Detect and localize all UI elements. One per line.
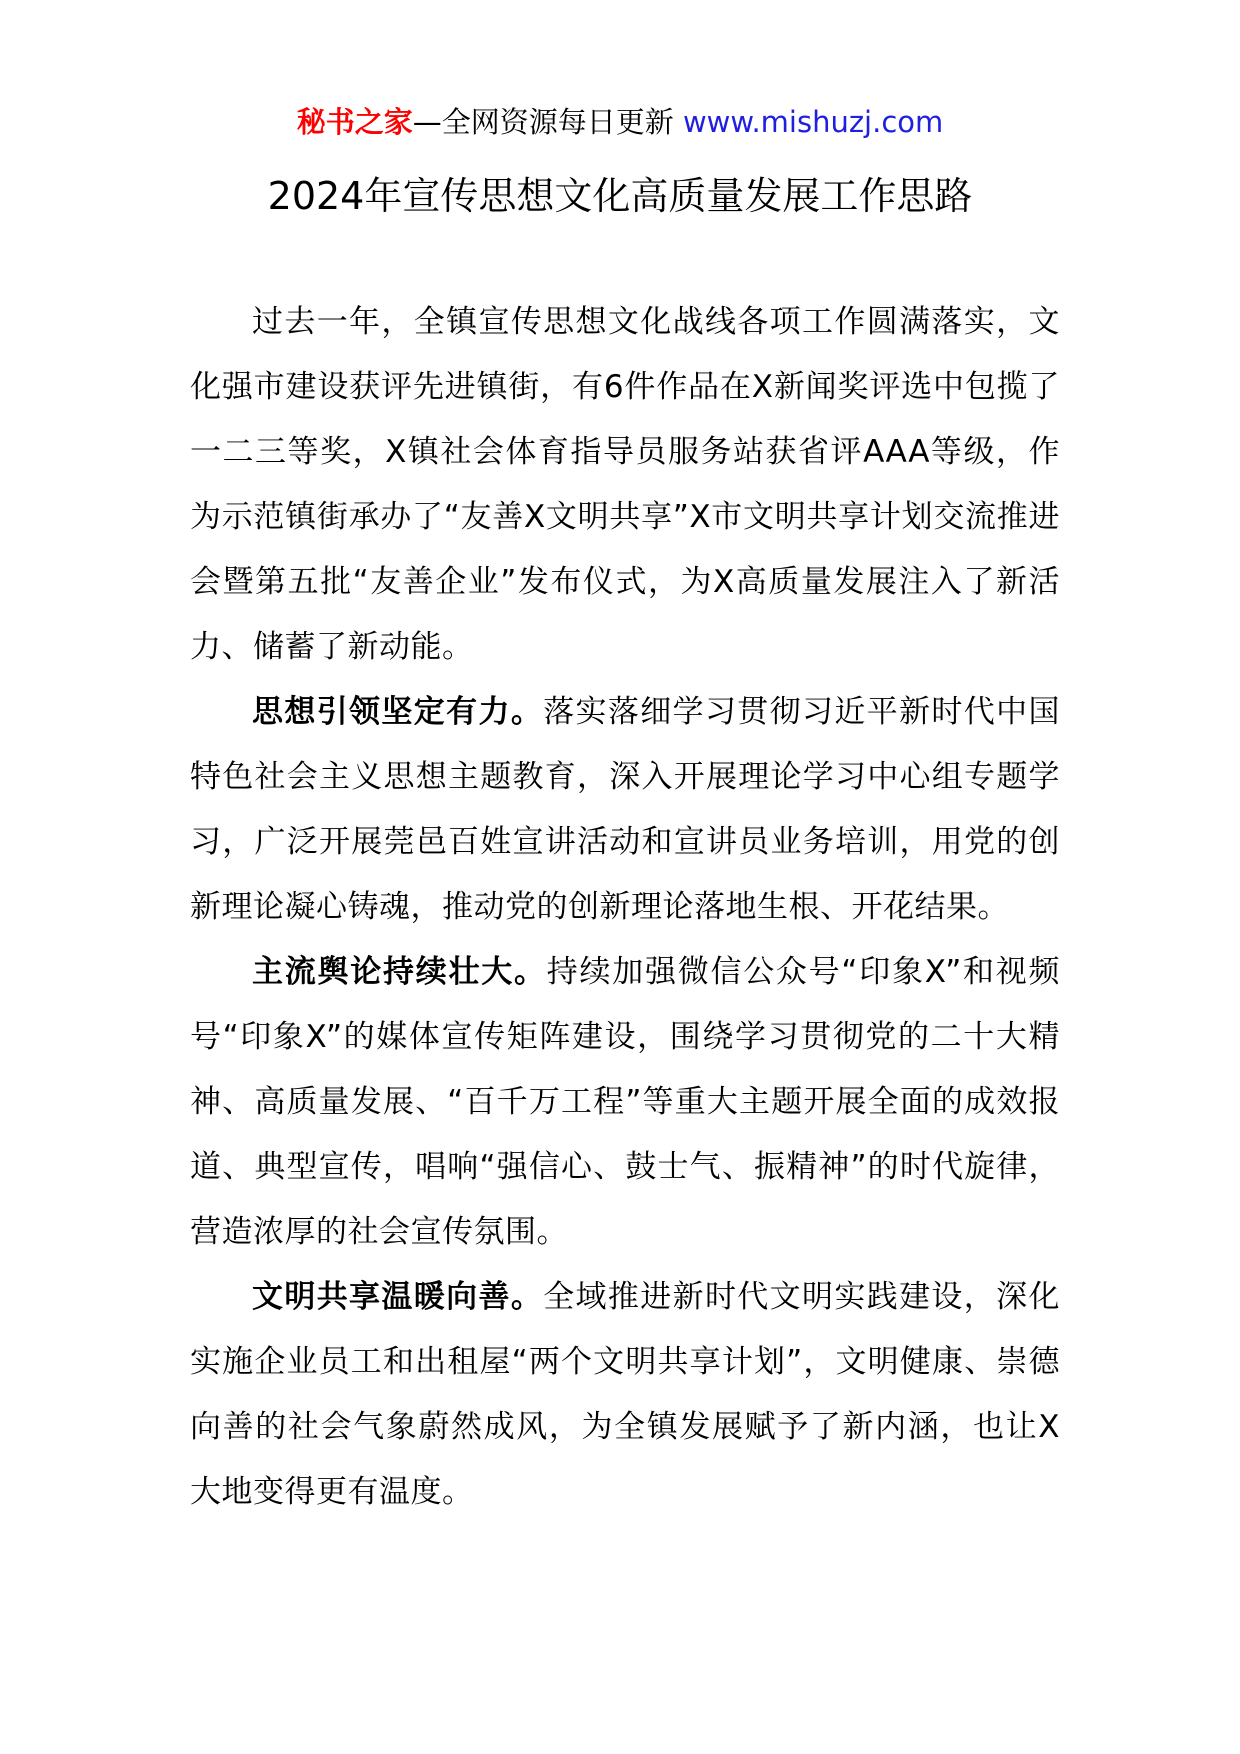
section-heading: 文明共享温暖向善。	[252, 1279, 544, 1315]
document-title: 2024年宣传思想文化高质量发展工作思路	[267, 174, 973, 218]
intro-paragraph: 过去一年，全镇宣传思想文化战线各项工作圆满落实，文化强市建设获评先进镇街，有6件作品在X新闻奖评选中包揽了一二三等奖，X镇社会体育指导员服务站获省评AAA等级，作为示范镇街承办了“友善X文明共享”X市文明共享计划交流推进会暨第五批“友善企业”发布仪式，为X高质量发展注入了新活力、储蓄了新动能。	[190, 304, 1060, 665]
section-text: 全域推进新时代文明实践建设，深化实施企业员工和出租屋“两个文明共享计划”，文明健康、崇德向善的社会气象蔚然成风，为全镇发展赋予了新内涵，也让X大地变得更有温度。	[190, 1279, 1060, 1510]
section-paragraph-ideology	[190, 680, 1060, 940]
document-body	[190, 290, 1060, 1525]
site-url-link[interactable]: www.mishuzj.com	[682, 105, 944, 139]
header-tagline: —全网资源每日更新	[412, 105, 674, 139]
section-heading: 思想引领坚定有力。	[252, 694, 544, 730]
site-header	[0, 102, 1240, 142]
section-paragraph-public-opinion	[190, 940, 1060, 1265]
section-heading: 主流舆论持续壮大。	[252, 954, 547, 990]
section-text: 落实落细学习贯彻习近平新时代中国特色社会主义思想主题教育，深入开展理论学习中心组专题学习，广泛开展莞邑百姓宣讲活动和宣讲员业务培训，用党的创新理论凝心铸魂，推动党的创新理论落地生根、开花结果。	[190, 694, 1060, 925]
brand-name: 秘书之家	[296, 105, 413, 139]
section-paragraph-civility	[190, 1265, 1060, 1525]
section-text: 持续加强微信公众号“印象X”和视频号“印象X”的媒体宣传矩阵建设，围绕学习贯彻党的二十大精神、高质量发展、“百千万工程”等重大主题开展全面的成效报道、典型宣传，唱响“强信心、鼓士气、振精神”的时代旋律，营造浓厚的社会宣传氛围。	[190, 954, 1060, 1250]
